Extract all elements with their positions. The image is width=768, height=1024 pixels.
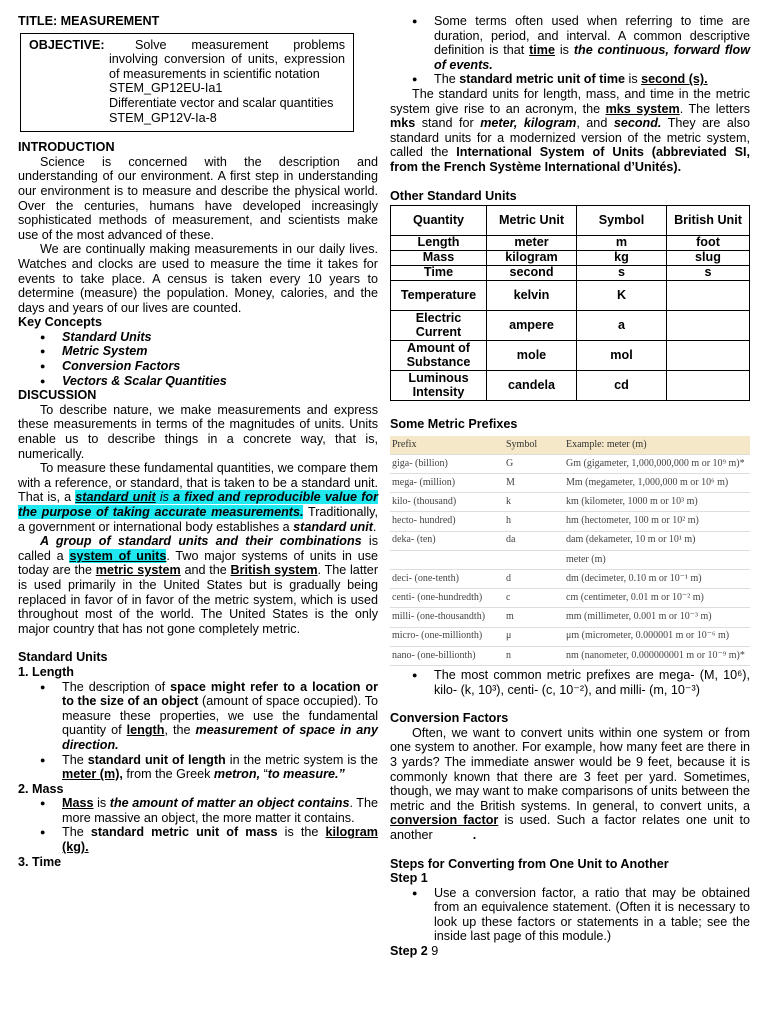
table-cell: slug — [667, 251, 750, 266]
prefix-cell: Mm (megameter, 1,000,000 m or 10⁶ m) — [566, 476, 729, 488]
table-cell: K — [577, 281, 667, 311]
prefix-row — [390, 647, 750, 666]
list-item: ● Conversion Factors — [18, 359, 378, 374]
table-cell: candela — [487, 371, 577, 401]
table-cell: m — [577, 236, 667, 251]
prefix-cell: micro- (one-millionth) — [392, 630, 483, 642]
prefix-cell: da — [506, 534, 516, 546]
prefix-cell: Prefix — [392, 438, 417, 450]
prefix-cell: Gm (gigameter, 1,000,000,000 m or 10⁹ m)* — [566, 457, 745, 469]
step-2-label: Step 2 — [390, 944, 428, 959]
table-row — [391, 266, 750, 281]
objective-item: Solve measurement problems involving conversion of units, expression of measurements in scientific notation — [109, 37, 345, 81]
prefix-cell: milli- (one-thousandth) — [392, 611, 486, 623]
table-cell: kg — [577, 251, 667, 266]
prefix-row — [390, 628, 750, 647]
objective-items — [109, 38, 345, 126]
prefix-cell: meter (m) — [566, 553, 606, 565]
table-row — [391, 236, 750, 251]
table-cell: s — [577, 266, 667, 281]
key-concepts-list — [18, 330, 378, 388]
step-1-label: Step 1 — [390, 871, 428, 886]
prefix-cell: km (kilometer, 1000 m or 10³ m) — [566, 496, 698, 508]
conversion-paragraph: Often, we want to convert units within one system or from one system to another. For example, how many feet are there in 3 yards? The immediate answer would be 9 feet, because it is commonly known that there are 3 feet per yard. Sometimes, though, we may want to make comparisons of units between the metric and the British systems. In general, to convert units, a conversion factor is used. Such a factor relates one unit to another . — [390, 725, 750, 842]
prefix-cell: c — [506, 592, 511, 604]
prefix-row — [390, 532, 750, 551]
prefix-row — [390, 474, 750, 493]
table-row — [391, 311, 750, 341]
prefix-cell: dm (decimeter, 0.10 m or 10⁻¹ m) — [566, 572, 702, 584]
prefix-row — [390, 608, 750, 627]
prefix-cell: n — [506, 649, 511, 661]
list-item: ● Use a conversion factor, a ratio that may be obtained from an equivalence statement. (Often it is necessary to look up these factors or statements in a table; see the inside last page of this module.) — [390, 886, 750, 944]
prefix-cell: mega- (million) — [392, 476, 456, 488]
list-item: ● Mass is the amount of matter an object contains. The more massive an object, the more matter it contains. — [18, 796, 378, 825]
list-item: ● The description of space might refer to a location or to the size of an object (amount of space occupied). To measure these properties, we use the fundamental quantity of length, the measurement of space in any direction. — [18, 680, 378, 753]
mass-list — [18, 796, 378, 854]
right-column — [390, 14, 750, 959]
intro-paragraph: We are continually making measurements in our daily lives. Watches and clocks are used to measure the time it takes for events to take place. A census is taken every 10 years to determine (measure) the population. Money, calories, and the days and years of our lives are counted. — [18, 242, 378, 315]
objective-item: Differentiate vector and scalar quantities — [109, 95, 334, 110]
length-list — [18, 680, 378, 782]
prefix-cell: dam (dekameter, 10 m or 10¹ m) — [566, 534, 696, 546]
prefix-cell: mm (millimeter, 0.001 m or 10⁻³ m) — [566, 611, 712, 623]
list-item: ● The standard metric unit of time is second (s). — [390, 72, 750, 87]
introduction-heading: INTRODUCTION — [18, 140, 115, 155]
table-header-row — [391, 206, 750, 236]
objective-item: STEM_GP12EU-Ia1 — [109, 81, 223, 96]
table-header: Quantity — [391, 206, 487, 236]
table-cell: kilogram — [487, 251, 577, 266]
prefix-cell: kilo- (thousand) — [392, 496, 457, 508]
other-units-heading: Other Standard Units — [390, 188, 517, 203]
conversion-heading: Conversion Factors — [390, 711, 509, 726]
table-body — [391, 236, 750, 401]
prefix-row — [390, 512, 750, 531]
prefix-cell: Symbol — [506, 438, 538, 450]
table-cell — [667, 341, 750, 371]
metric-prefixes-table — [390, 436, 750, 666]
key-concepts-heading: Key Concepts — [18, 315, 102, 330]
prefix-cell: deka- (ten) — [392, 534, 436, 546]
table-header: Metric Unit — [487, 206, 577, 236]
length-heading: 1. Length — [18, 664, 74, 679]
table-cell: mole — [487, 341, 577, 371]
step-2-line — [390, 944, 750, 959]
table-cell: meter — [487, 236, 577, 251]
table-row — [391, 371, 750, 401]
prefix-row — [390, 455, 750, 474]
prefix-cell: deci- (one-tenth) — [392, 572, 459, 584]
table-cell: ampere — [487, 311, 577, 341]
prefix-row — [390, 589, 750, 608]
prefix-header-row — [390, 436, 750, 455]
table-cell: s — [667, 266, 750, 281]
list-item: ● The most common metric prefixes are mega- (M, 10⁶), kilo- (k, 10³), centi- (c, 10⁻²), and milli- (m, 10⁻³) — [390, 668, 750, 697]
list-item: ● Some terms often used when referring to time are duration, period, and interval. A common descriptive definition is that time is the continuous, forward flow of events. — [390, 14, 750, 72]
discussion-paragraph: To describe nature, we make measurements and express these measurements in terms of the magnitudes of units. Units enable us to describe things in a concrete way, that is, numerically. — [18, 402, 378, 461]
left-column — [18, 14, 378, 869]
time-heading: 3. Time — [18, 854, 62, 869]
prefix-cell: nano- (one-billionth) — [392, 649, 476, 661]
table-header: Symbol — [577, 206, 667, 236]
prefix-cell: μm (micrometer, 0.000001 m or 10⁻⁶ m) — [566, 630, 730, 642]
table-cell: second — [487, 266, 577, 281]
prefix-cell: hecto- hundred) — [392, 515, 456, 527]
step-1-list — [390, 886, 750, 944]
prefix-cell: hm (hectometer, 100 m or 10² m) — [566, 515, 699, 527]
prefix-row — [390, 570, 750, 589]
prefix-row — [390, 551, 750, 570]
prefix-cell: μ — [506, 630, 512, 642]
list-item: ● The standard unit of length in the metric system is the meter (m), from the Greek metron, “to measure.” — [18, 753, 378, 782]
prefix-cell: m — [506, 611, 514, 623]
list-item: ● Metric System — [18, 344, 378, 359]
table-cell: foot — [667, 236, 750, 251]
table-cell — [667, 371, 750, 401]
prefix-cell: giga- (billion) — [392, 457, 448, 469]
objective-box — [20, 33, 354, 133]
prefix-note-list — [390, 668, 750, 697]
prefix-cell: h — [506, 515, 511, 527]
table-header: British Unit — [667, 206, 750, 236]
intro-paragraph: Science is concerned with the description and understanding of our environment. A first step in understanding our environment is to measure and describe the physical world. Over the centuries, humans have developed increasingly sophisticated methods of measurement, and scientists make use of the most advanced of these. — [18, 154, 378, 242]
page-title: TITLE: MEASUREMENT — [18, 14, 160, 28]
prefix-cell: nm (nanometer, 0.000000001 m or 10⁻⁹ m)* — [566, 649, 745, 661]
prefixes-heading: Some Metric Prefixes — [390, 417, 518, 432]
page-number: 9 — [431, 944, 439, 959]
prefix-cell: d — [506, 572, 511, 584]
table-cell: Amount of Substance — [391, 341, 487, 371]
discussion-heading: DISCUSSION — [18, 388, 97, 403]
table-row — [391, 251, 750, 266]
table-cell: mol — [577, 341, 667, 371]
discussion-paragraph: A group of standard units and their combinations is called a system of units. Two major systems of units in use today are the metric system and the British system. The latter is used primarily in the United States but is gradually being replaced in favor of in favor of the metric system, which is used throughout most of the world. The United States is the only major country that has not gone completely metric. — [18, 534, 379, 636]
list-item: ● Standard Units — [18, 330, 378, 345]
table-cell: Luminous Intensity — [391, 371, 487, 401]
prefix-cell: M — [506, 476, 515, 488]
table-cell: Mass — [391, 251, 487, 266]
table-cell: Temperature — [391, 281, 487, 311]
table-row — [391, 281, 750, 311]
table-cell — [667, 311, 750, 341]
objective-item: STEM_GP12V-Ia-8 — [109, 110, 217, 125]
table-cell: kelvin — [487, 281, 577, 311]
table-cell: Time — [391, 266, 487, 281]
table-cell: a — [577, 311, 667, 341]
prefix-row — [390, 493, 750, 512]
prefix-cell: k — [506, 496, 511, 508]
table-cell: Length — [391, 236, 487, 251]
table-cell — [667, 281, 750, 311]
steps-heading: Steps for Converting from One Unit to Another — [390, 856, 669, 871]
prefix-cell: G — [506, 457, 514, 469]
standard-units-heading: Standard Units — [18, 650, 108, 665]
list-item: ● Vectors & Scalar Quantities — [18, 374, 378, 389]
mks-paragraph: The standard units for length, mass, and time in the metric system give rise to an acronym, the mks system. The letters mks stand for meter, kilogram, and second. They are also standard units for a modernized version of the metric system, called the International System of Units (abbreviated SI, from the French Système International d’Unités). — [390, 86, 750, 174]
list-item: ● The standard metric unit of mass is the kilogram (kg). — [18, 825, 378, 854]
objective-label: OBJECTIVE: — [29, 37, 105, 52]
standard-units-table — [390, 205, 750, 401]
table-cell: Electric Current — [391, 311, 487, 341]
mass-heading: 2. Mass — [18, 781, 64, 796]
prefix-cell: centi- (one-hundredth) — [392, 592, 483, 604]
prefix-cell: cm (centimeter, 0.01 m or 10⁻² m) — [566, 592, 704, 604]
prefix-cell: Example: meter (m) — [566, 438, 647, 450]
discussion-paragraph: To measure these fundamental quantities, we compare them with a reference, or standard, that is taken to be a standard unit. That is, a standard unit is a fixed and reproducible value for the purpose of taking accurate measurements. Traditionally, a government or international body establishes a standard unit. — [18, 461, 379, 534]
table-row — [391, 341, 750, 371]
table-cell: cd — [577, 371, 667, 401]
time-list — [390, 14, 750, 87]
